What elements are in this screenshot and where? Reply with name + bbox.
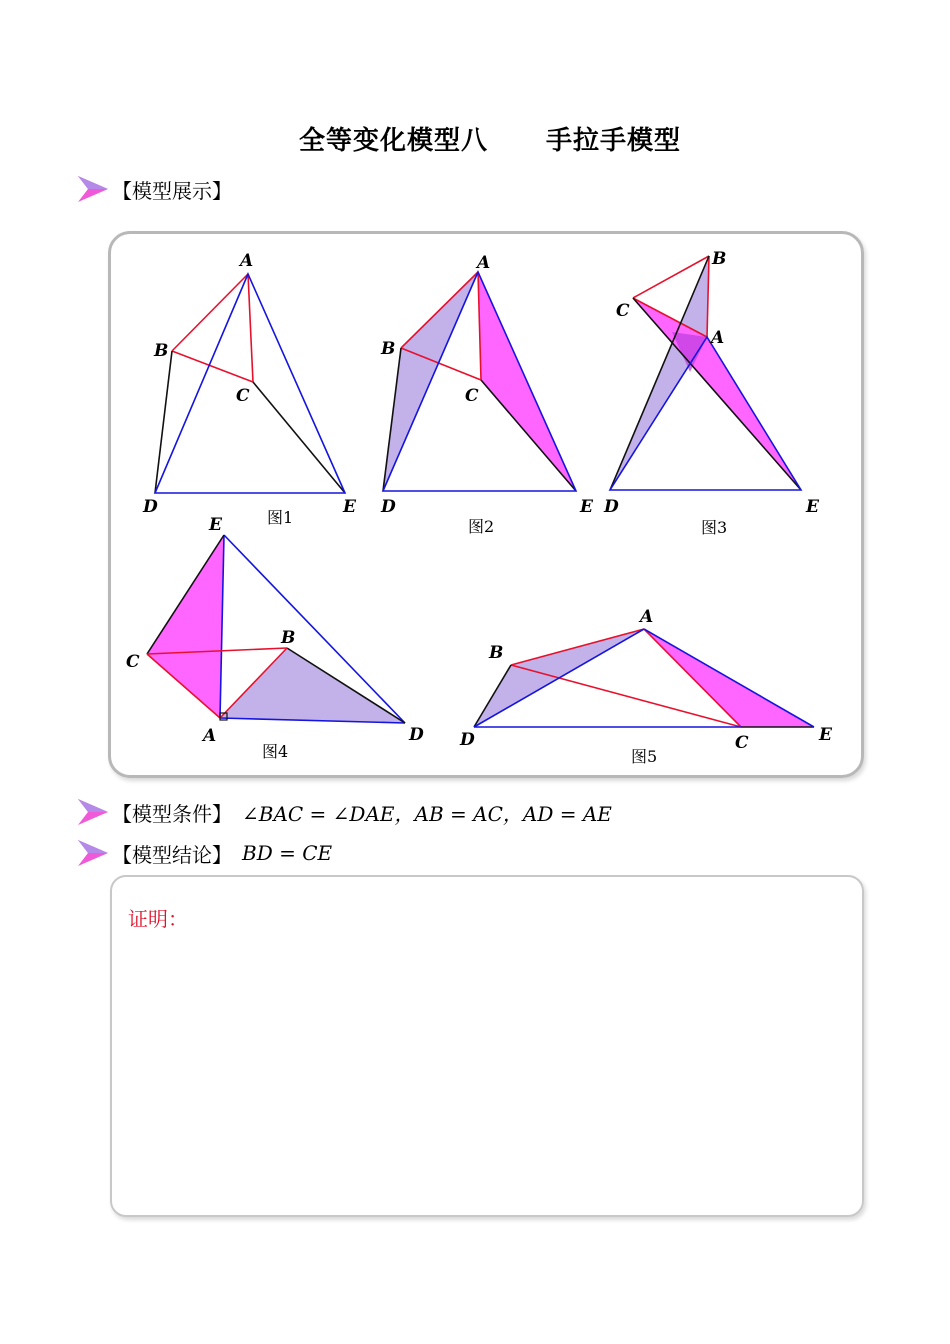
- fig3-label-c: C: [616, 301, 630, 321]
- figure-3: [603, 249, 820, 537]
- conclusion-label: 【模型结论】: [112, 842, 232, 867]
- fig2-caption: 图2: [468, 517, 495, 536]
- fig1-caption: 图1: [267, 508, 294, 527]
- fig4-label-d: D: [409, 725, 424, 745]
- arrow-bullet-icon: [78, 797, 110, 827]
- fig3-label-e: E: [806, 497, 819, 517]
- fig3-caption: 图3: [701, 518, 728, 537]
- fig2-label-d: D: [381, 497, 396, 517]
- figure-5: [459, 607, 833, 766]
- fig5-label-e: E: [819, 725, 832, 745]
- fig5-label-c: C: [735, 733, 749, 753]
- fig5-caption: 图5: [631, 747, 658, 766]
- conditions-math: ∠BAC = ∠DAE，AB = AC，AD = AE: [242, 801, 612, 826]
- fig4-label-c: C: [126, 652, 140, 672]
- title-right: 手拉手模型: [546, 126, 682, 156]
- proof-box[interactable]: [110, 875, 864, 1217]
- section-display-label: 【模型展示】: [112, 178, 232, 203]
- figure-2: [380, 253, 594, 536]
- conditions-label: 【模型条件】: [112, 801, 232, 826]
- fig3-label-d: D: [604, 497, 619, 517]
- fig4-label-a: A: [203, 726, 217, 746]
- fig4-caption: 图4: [262, 742, 289, 761]
- fig5-label-a: A: [640, 607, 654, 627]
- fig3-label-b: B: [712, 249, 727, 269]
- fig4-label-b: B: [281, 628, 296, 648]
- conclusion-math: BD = CE: [242, 841, 333, 865]
- fig1-label-c: C: [236, 386, 250, 406]
- proof-label: 证明：: [128, 907, 188, 931]
- fig5-label-d: D: [460, 730, 475, 750]
- fig2-label-b: B: [381, 339, 396, 359]
- arrow-bullet-icon: [78, 838, 110, 868]
- fig3-label-a: A: [711, 328, 725, 348]
- figure-4: [126, 515, 424, 761]
- section-conditions: [78, 797, 612, 827]
- fig1-label-e: E: [343, 497, 356, 517]
- fig4-label-e: E: [209, 515, 222, 535]
- fig5-label-b: B: [489, 643, 504, 663]
- fig2-label-c: C: [465, 386, 479, 406]
- fig1-label-a: A: [240, 251, 254, 271]
- fig1-label-d: D: [143, 497, 158, 517]
- figure-1: [142, 251, 357, 527]
- fig2-label-a: A: [477, 253, 491, 273]
- title-left: 全等变化模型八: [298, 126, 488, 156]
- section-conclusion: [78, 838, 332, 868]
- fig2-label-e: E: [580, 497, 593, 517]
- fig1-label-b: B: [154, 341, 169, 361]
